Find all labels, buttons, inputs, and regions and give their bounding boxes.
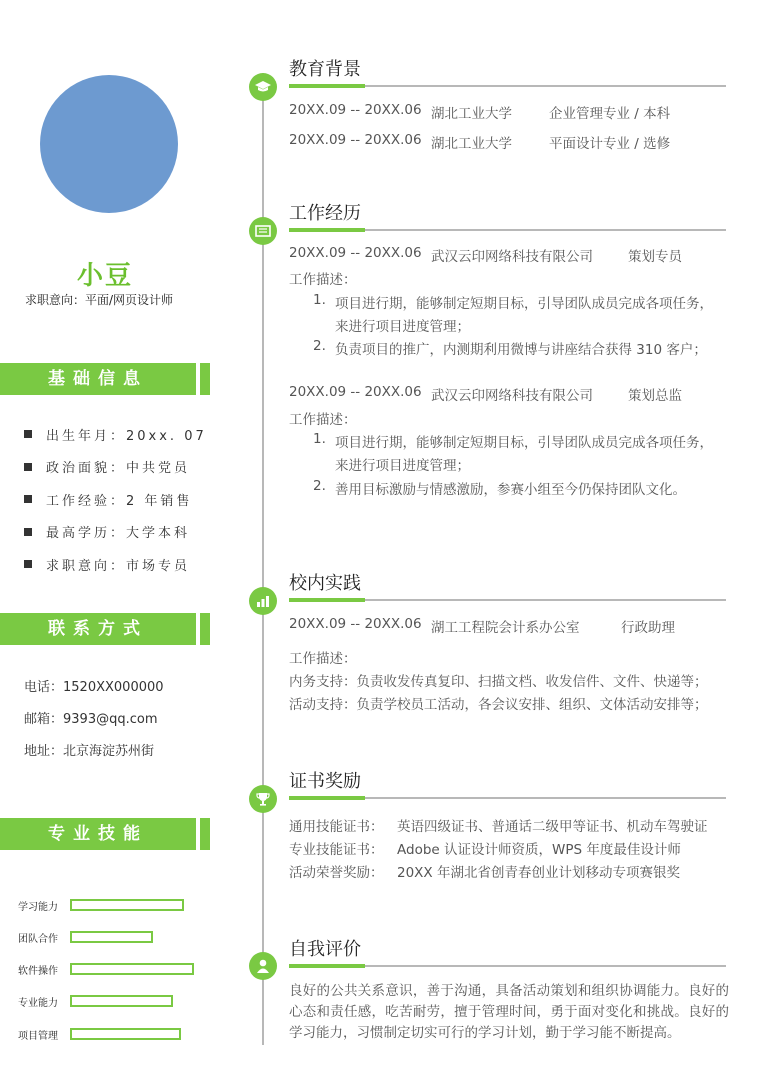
campus-role: 行政助理 xyxy=(621,620,675,636)
skill-label: 项目管理 xyxy=(18,1030,58,1042)
certificate-row xyxy=(289,838,681,858)
certificate-row xyxy=(289,861,680,881)
skill-row xyxy=(18,985,173,1017)
job-desc-label: 工作描述： xyxy=(289,412,357,428)
certificate-key: 专业技能证书： xyxy=(289,842,384,858)
education-major: 企业管理专业 / 本科 xyxy=(549,106,671,122)
work-title: 工作经历 xyxy=(289,203,361,224)
basic-info-text: 工作经验：2 年销售 xyxy=(46,493,193,509)
campus-desc-line: 活动支持：负责学校员工活动，各会议安排、组织、文体活动安排等； xyxy=(289,697,708,713)
bullet-square-icon xyxy=(24,495,32,503)
list-item xyxy=(313,478,686,498)
campus-title: 校内实践 xyxy=(289,573,361,594)
education-row xyxy=(289,102,670,122)
education-title: 教育背景 xyxy=(289,59,361,80)
bullet-square-icon xyxy=(24,463,32,471)
job-row xyxy=(289,384,682,404)
campus-desc-line: 内务支持：负责收发传真复印、扫描文档、收发信件、文件、快递等； xyxy=(289,674,708,690)
skill-label: 专业能力 xyxy=(18,997,58,1009)
item-number: 1. xyxy=(313,431,326,447)
certificate-value: 英语四级证书、普通话二级甲等证书、机动车驾驶证 xyxy=(397,819,708,835)
list-item xyxy=(24,451,207,484)
basic-info-text: 最高学历：大学本科 xyxy=(46,526,191,542)
certificates-title: 证书奖励 xyxy=(289,771,361,792)
item-number: 2. xyxy=(313,478,326,494)
job-desc-label: 工作描述： xyxy=(289,272,357,288)
skill-row xyxy=(18,1018,181,1050)
certificate-value: 20XX 年湖北省创青春创业计划移动专项赛银奖 xyxy=(397,865,680,881)
skills-header: 专业技能 xyxy=(0,818,196,850)
list-item xyxy=(24,483,207,516)
contact-address: 地址：北京海淀苏州街 xyxy=(24,743,155,759)
skill-level-bar xyxy=(70,931,153,943)
bullet-square-icon xyxy=(24,528,32,536)
certificate-key: 通用技能证书： xyxy=(289,819,384,835)
divider-accent xyxy=(289,84,365,88)
education-row xyxy=(289,132,670,152)
campus-desc-label: 工作描述： xyxy=(289,651,357,667)
skill-label: 学习能力 xyxy=(18,901,58,913)
contact-list xyxy=(24,669,164,765)
list-item xyxy=(24,516,207,549)
book-icon xyxy=(249,217,277,245)
education-major: 平面设计专业 / 选修 xyxy=(549,136,671,152)
self-eval-text: 良好的公共关系意识，善于沟通，具备活动策划和组织协调能力。良好的心态和责任感，吃苦耐劳，擅于管理时间，勇于面对变化和挑战。良好的学习能力，习惯制定切实可行的学习计划，勤于学习能不断提高。 xyxy=(289,983,729,1041)
divider-accent xyxy=(289,964,365,968)
contact-email: 邮箱：9393@qq.com xyxy=(24,711,158,727)
skill-level-bar xyxy=(70,1028,181,1040)
avatar xyxy=(40,75,178,213)
item-number: 1. xyxy=(313,292,326,308)
item-text: 善用目标激励与情感激励，参赛小组至今仍保持团队文化。 xyxy=(335,482,686,498)
basic-info-header: 基础信息 xyxy=(0,363,196,395)
bullet-square-icon xyxy=(24,430,32,438)
list-item xyxy=(313,292,713,312)
item-text: 项目进行期，能够制定短期目标，引导团队成员完成各项任务， xyxy=(335,296,713,312)
education-date: 20XX.09 -- 20XX.06 xyxy=(289,102,422,118)
trophy-icon xyxy=(249,785,277,813)
graduation-cap-icon xyxy=(249,73,277,101)
item-text: 项目进行期，能够制定短期目标，引导团队成员完成各项任务， xyxy=(335,435,713,451)
contact-phone: 电话：1520XX000000 xyxy=(24,679,164,695)
job-date: 20XX.09 -- 20XX.06 xyxy=(289,245,422,261)
profile-intent: 求职意向：平面/网页设计师 xyxy=(25,293,174,307)
education-school: 湖北工业大学 xyxy=(431,106,512,122)
certificate-row xyxy=(289,815,708,835)
job-company: 武汉云印网络科技有限公司 xyxy=(431,249,593,265)
contact-header-tail xyxy=(200,613,210,645)
campus-row xyxy=(289,616,675,636)
skill-label: 软件操作 xyxy=(18,965,58,977)
certificate-key: 活动荣誉奖励： xyxy=(289,865,384,881)
skill-level-bar xyxy=(70,963,194,975)
skill-level-bar xyxy=(70,899,184,911)
job-date: 20XX.09 -- 20XX.06 xyxy=(289,384,422,400)
education-date: 20XX.09 -- 20XX.06 xyxy=(289,132,422,148)
profile-name: 小豆 xyxy=(76,261,133,291)
item-text-cont: 来进行项目进度管理； xyxy=(335,319,470,335)
divider-accent xyxy=(289,796,365,800)
bullet-square-icon xyxy=(24,560,32,568)
skill-row xyxy=(18,953,194,985)
basic-info-list xyxy=(24,418,207,581)
contact-header: 联系方式 xyxy=(0,613,196,645)
divider-accent xyxy=(289,228,365,232)
campus-dept: 湖工工程院会计系办公室 xyxy=(431,620,580,636)
list-item xyxy=(24,418,207,451)
skill-row xyxy=(18,889,184,921)
bar-chart-icon xyxy=(249,587,277,615)
job-row xyxy=(289,245,682,265)
job-role: 策划专员 xyxy=(628,249,682,265)
job-role: 策划总监 xyxy=(628,388,682,404)
basic-info-header-tail xyxy=(200,363,210,395)
item-number: 2. xyxy=(313,338,326,354)
item-text: 负责项目的推广，内测期利用微博与讲座结合获得 310 客户； xyxy=(335,342,707,358)
list-item xyxy=(313,431,713,451)
job-company: 武汉云印网络科技有限公司 xyxy=(431,388,593,404)
skill-label: 团队合作 xyxy=(18,933,58,945)
skill-level-bar xyxy=(70,995,173,1007)
person-icon xyxy=(249,952,277,980)
education-school: 湖北工业大学 xyxy=(431,136,512,152)
item-text-cont: 来进行项目进度管理； xyxy=(335,458,470,474)
self-eval-title: 自我评价 xyxy=(289,939,361,960)
basic-info-text: 出生年月：20xx. 07 xyxy=(46,428,207,444)
list-item xyxy=(24,548,207,581)
skill-row xyxy=(18,921,153,953)
basic-info-text: 政治面貌：中共党员 xyxy=(46,461,191,477)
skills-header-tail xyxy=(200,818,210,850)
campus-date: 20XX.09 -- 20XX.06 xyxy=(289,616,422,632)
divider-accent xyxy=(289,598,365,602)
basic-info-text: 求职意向：市场专员 xyxy=(46,558,191,574)
list-item xyxy=(313,338,707,358)
certificate-value: Adobe 认证设计师资质，WPS 年度最佳设计师 xyxy=(397,842,681,858)
